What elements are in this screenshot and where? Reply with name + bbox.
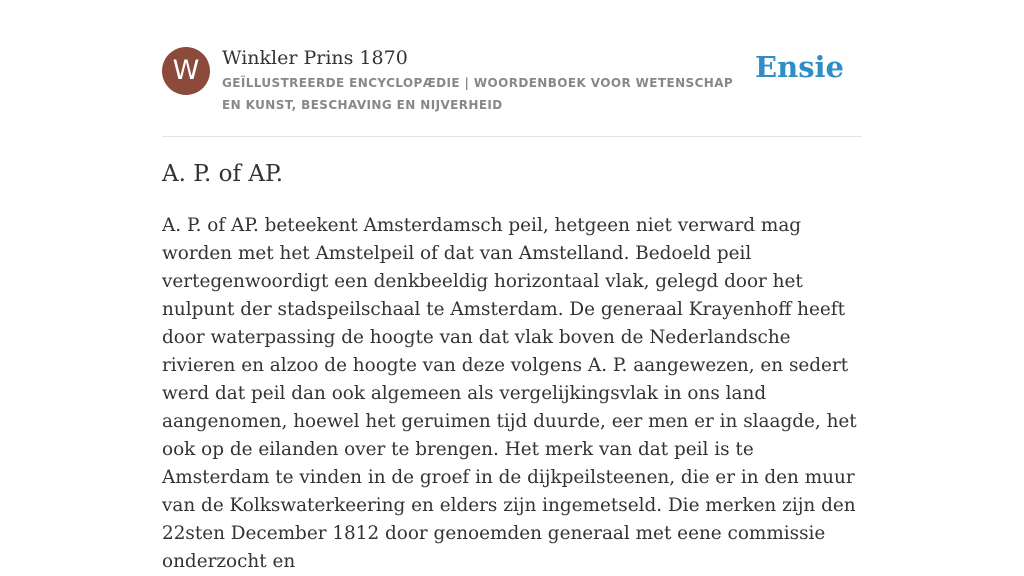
source-info	[222, 44, 752, 116]
source-subtitle: GEÏLLUSTREERDE ENCYCLOPÆDIE | WOORDENBOEK VOOR WETENSCHAP EN KUNST, BESCHAVING EN NIJVERHEID	[222, 76, 734, 112]
avatar: W	[162, 47, 210, 95]
source-header	[162, 0, 862, 137]
entry-body: A. P. of AP. beteekent Amsterdamsch peil, hetgeen niet verward mag worden met het Amstelpeil of dat van Amstelland. Bedoeld peil vertegenwoordigt een denkbeeldig horizontaal vlak, gelegd door het nulpunt der stadspeilschaal te Amsterdam. De generaal Krayenhoff heeft door waterpassing de hoogte van dat vlak boven de Nederlandsche rivieren en alzoo de hoogte van deze volgens A. P. aangewezen, en sedert werd dat peil dan ook algemeen als vergelijkingsvlak in ons land aangenomen, hoewel het geruimen tijd duurde, eer men er in slaagde, het ook op de eilanden over te brengen. Het merk van dat peil is te Amsterdam te vinden in de groef in de dijkpeilsteenen, die er in den muur van de Kolkswaterkeering en elders zijn ingemetseld. Die merken zijn den 22sten December 1812 door genoemden generaal met eene commissie onderzocht en	[162, 215, 857, 572]
brand-logo-link[interactable]: Ensie	[755, 50, 844, 84]
page-container	[162, 0, 862, 572]
entry-title: A. P. of AP.	[162, 161, 284, 187]
source-title[interactable]: Winkler Prins 1870	[222, 47, 408, 69]
